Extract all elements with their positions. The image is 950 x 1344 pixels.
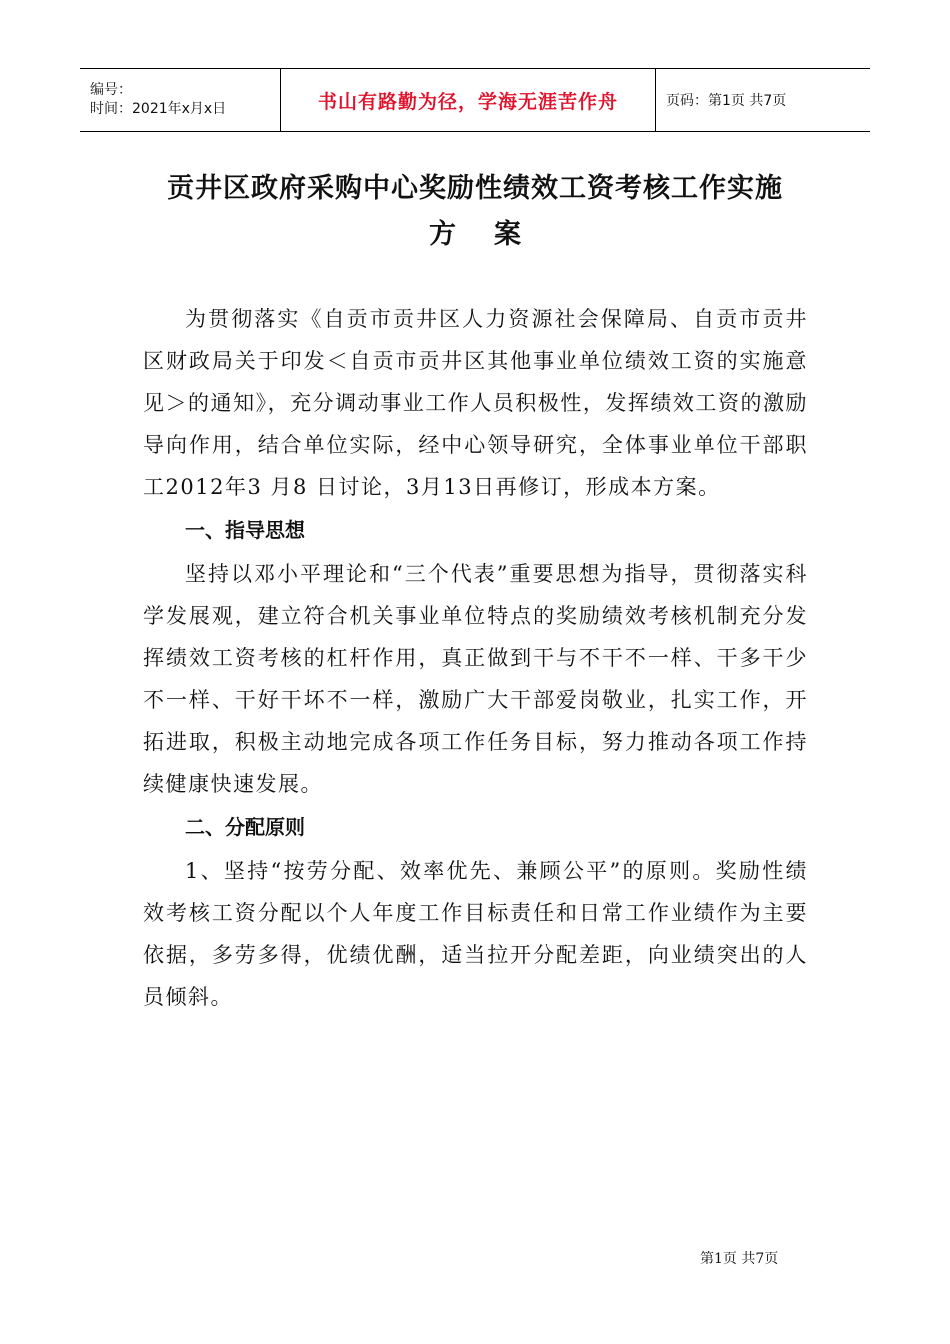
header-number-label: 编号： <box>90 82 132 98</box>
document-title-line2: 方案 <box>429 219 559 250</box>
section2-paragraph: 1、坚持“按劳分配、效率优先、兼顾公平”的原则。奖励性绩效考核工资分配以个人年度工作目标责任和日常工作业绩作为主要依据，多劳多得，优绩优酬，适当拉开分配差距，向业绩突出的人员倾斜。 <box>143 859 808 1009</box>
header-meta <box>80 69 281 131</box>
header-motto: 书山有路勤为径，学海无涯苦作舟 <box>281 69 656 131</box>
document-body <box>143 298 808 1018</box>
section1-paragraph: 坚持以邓小平理论和“三个代表”重要思想为指导，贯彻落实科学发展观，建立符合机关事业单位特点的奖励绩效考核机制充分发挥绩效工资考核的杠杆作用，真正做到干与不干不一样、干多干少不一样、干好干坏不一样，激励广大干部爱岗敬业，扎实工作，开拓进取，积极主动地完成各项工作任务目标，努力推动各项工作持续健康快速发展。 <box>143 562 808 796</box>
section2-heading: 二、分配原则 <box>185 815 305 839</box>
intro-paragraph: 为贯彻落实《自贡市贡井区人力资源社会保障局、自贡市贡井区财政局关于印发＜自贡市贡井区其他事业单位绩效工资的实施意见＞的通知》，充分调动事业工作人员积极性，发挥绩效工资的激励导向作用，结合单位实际，经中心领导研究，全体事业单位干部职工2012年3 月8 日讨论，3月13日再修订，形成本方案。 <box>143 307 808 499</box>
document-title-line1: 贡井区政府采购中心奖励性绩效工资考核工作实施 <box>167 173 783 204</box>
header-time-label: 时间：2021年x月x日 <box>90 101 227 117</box>
document-header <box>80 68 870 132</box>
header-page-info: 页码：第1页 共7页 <box>666 93 787 109</box>
section1-heading: 一、指导思想 <box>185 518 305 542</box>
page-footer: 第1页 共7页 <box>700 1251 779 1267</box>
